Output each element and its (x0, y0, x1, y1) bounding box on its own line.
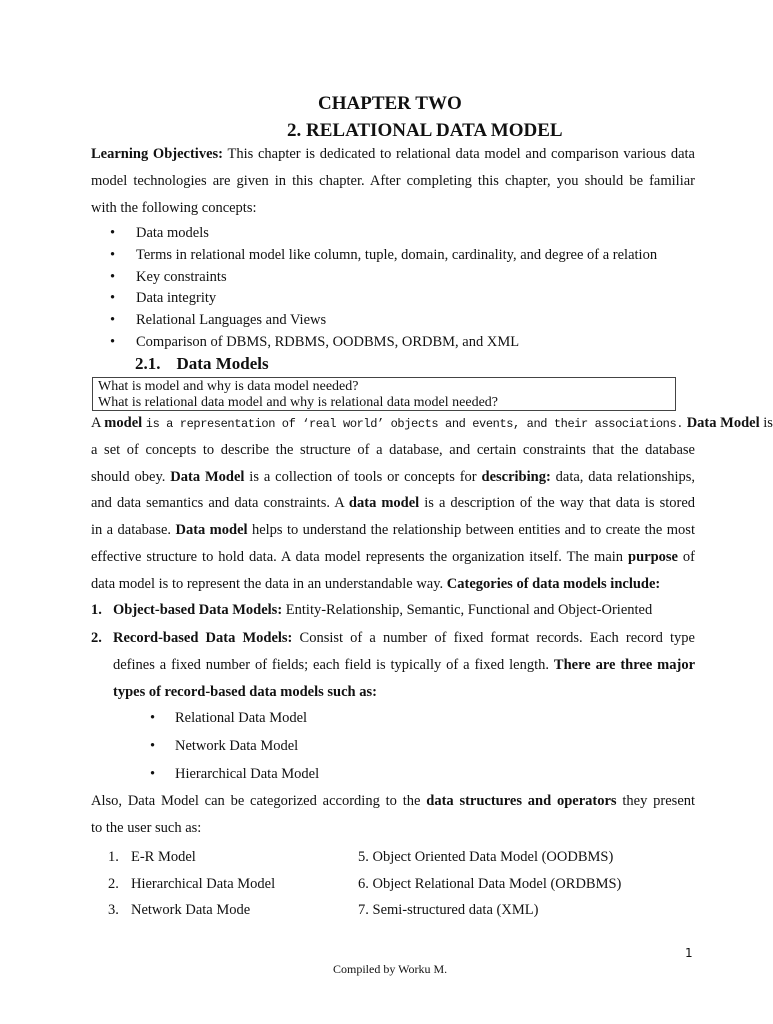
category-2-line-3 (91, 679, 695, 706)
list-item (110, 267, 657, 289)
body-line-3 (91, 464, 695, 491)
section-title: Data Models (176, 354, 269, 373)
section-heading (135, 354, 269, 374)
list-item (110, 310, 657, 332)
category-label: Record-based Data Models: (113, 630, 293, 646)
bullet-icon: • (150, 710, 156, 726)
list-item (108, 871, 275, 898)
list-item-text: Relational Data Model (175, 710, 308, 726)
body-text: should obey. (91, 468, 166, 485)
list-item-text: Hierarchical Data Model (131, 875, 276, 892)
section-number: 2.1. (135, 354, 161, 373)
list-item (110, 332, 657, 354)
list-item: 7. Semi-structured data (XML) (358, 902, 539, 918)
body-line-4 (91, 490, 695, 517)
bullet-icon: • (110, 312, 116, 329)
body-bold: Categories of data models include: (446, 575, 661, 592)
list-item-text: Network Data Model (175, 738, 299, 754)
category-2-line-2 (91, 652, 695, 679)
body-line-2: a set of concepts to describe the structure of a database, and certain constraints that the database (91, 441, 695, 458)
category-text: defines a fixed number of fields; each field is typically of a fixed length. (113, 657, 550, 673)
item-number: 3. (108, 902, 119, 918)
bullet-icon: • (150, 738, 156, 754)
model-list-right (358, 844, 621, 924)
list-item-text: Data models (136, 225, 209, 241)
bullet-icon: • (110, 333, 116, 350)
list-item (150, 732, 319, 760)
body-line-7 (91, 571, 695, 598)
list-item-text: Terms in relational model like column, tuple, domain, cardinality, and degree of a relation (136, 246, 658, 263)
objectives-line-2: model technologies are given in this chapter. After completing this chapter, you should be familiar (91, 172, 695, 189)
bullet-icon: • (110, 290, 116, 307)
body-line-1 (91, 410, 773, 437)
also-line-2: to the user such as: (91, 819, 202, 836)
list-item-text: Relational Languages and Views (136, 312, 327, 329)
body-line-6 (91, 544, 695, 571)
category-text: Entity-Relationship, Semantic, Functional and Object-Oriented (285, 602, 653, 618)
model-list-left (108, 844, 275, 924)
list-item-text: E-R Model (131, 849, 196, 865)
list-item-text: Data integrity (136, 290, 217, 307)
body-paragraph (91, 410, 773, 598)
list-item (108, 897, 275, 924)
body-bold: Data model (175, 522, 248, 539)
category-bold: types of record-based data models such as: (113, 684, 377, 700)
body-text: helps to understand the relationship between entities and to create the most (251, 522, 695, 539)
list-item (110, 245, 657, 267)
body-bold: data model (348, 495, 420, 512)
body-text: is (763, 415, 773, 431)
body-line-5 (91, 517, 695, 544)
category-text: Consist of a number of fixed format records. Each record type (299, 630, 695, 646)
body-text: is a collection of tools or concepts for (249, 468, 477, 485)
list-item (150, 704, 319, 732)
objectives-list (110, 223, 657, 354)
body-bold: data structures and operators (426, 793, 617, 809)
category-label: Object-based Data Models: (113, 602, 283, 618)
record-models-list (150, 704, 319, 788)
list-item: 6. Object Relational Data Model (ORDBMS) (358, 875, 622, 892)
body-text: effective structure to hold data. A data model represents the organization itself. The main (91, 548, 624, 565)
body-text: of (682, 548, 695, 565)
body-text: Also, Data Model can be categorized according to the (91, 793, 421, 809)
bullet-icon: • (110, 268, 116, 285)
bullet-icon: • (110, 246, 116, 263)
questions-box (92, 377, 676, 411)
list-item-text: Comparison of DBMS, RDBMS, OODBMS, ORDBM, and XML (136, 333, 520, 350)
chapter-heading: CHAPTER TWO (318, 93, 462, 114)
footer-credit: Compiled by Worku M. (333, 962, 448, 976)
body-bold: Data Model (686, 415, 760, 431)
body-text: data model is to represent the data in an understandable way. (91, 575, 444, 592)
also-paragraph (91, 788, 695, 842)
bullet-icon: • (110, 225, 116, 241)
objectives-paragraph (91, 141, 695, 221)
item-number: 2. (91, 630, 102, 646)
category-item-1 (91, 598, 652, 622)
also-line-1 (91, 788, 695, 815)
question-1: What is model and why is data model needed? (98, 379, 359, 394)
category-2-line-1 (91, 625, 695, 652)
category-bold: There are three major (553, 657, 695, 673)
body-bold: purpose (628, 548, 678, 565)
list-item-text: Hierarchical Data Model (175, 766, 320, 782)
list-item (108, 844, 275, 871)
list-item (110, 288, 657, 310)
body-text: and data semantics and data constraints. A (91, 495, 344, 512)
item-number: 1. (91, 602, 102, 618)
objectives-text: This chapter is dedicated to relational data model and comparison various data (227, 146, 695, 162)
item-number: 2. (108, 875, 119, 892)
body-bold: Data Model (170, 468, 245, 485)
objectives-line-3: with the following concepts: (91, 199, 257, 216)
page-title: 2. RELATIONAL DATA MODEL (287, 120, 563, 141)
list-item (150, 760, 319, 788)
list-item: 5. Object Oriented Data Model (OODBMS) (358, 849, 614, 865)
objectives-label: Learning Objectives: (91, 146, 223, 162)
item-number: 1. (108, 849, 119, 865)
objectives-line-1 (91, 141, 695, 168)
body-text: in a database. (91, 522, 172, 539)
list-item-text: Network Data Mode (131, 902, 251, 918)
body-text: is a description of the way that data is stored (424, 495, 696, 512)
body-text: data, data relationships, (555, 468, 696, 485)
bullet-icon: • (150, 766, 156, 782)
list-item-text: Key constraints (136, 268, 227, 285)
list-item (110, 223, 657, 245)
model-definition: is a representation of ‘real world’ objects and events, and their associations. (145, 417, 684, 431)
body-text: they present (622, 793, 696, 809)
page-number: 1 (685, 946, 693, 960)
body-text: A (91, 415, 101, 431)
category-item-2 (91, 625, 695, 706)
body-bold: model (104, 415, 143, 431)
question-2: What is relational data model and why is relational data model needed? (98, 394, 499, 410)
body-bold: describing: (481, 468, 551, 485)
